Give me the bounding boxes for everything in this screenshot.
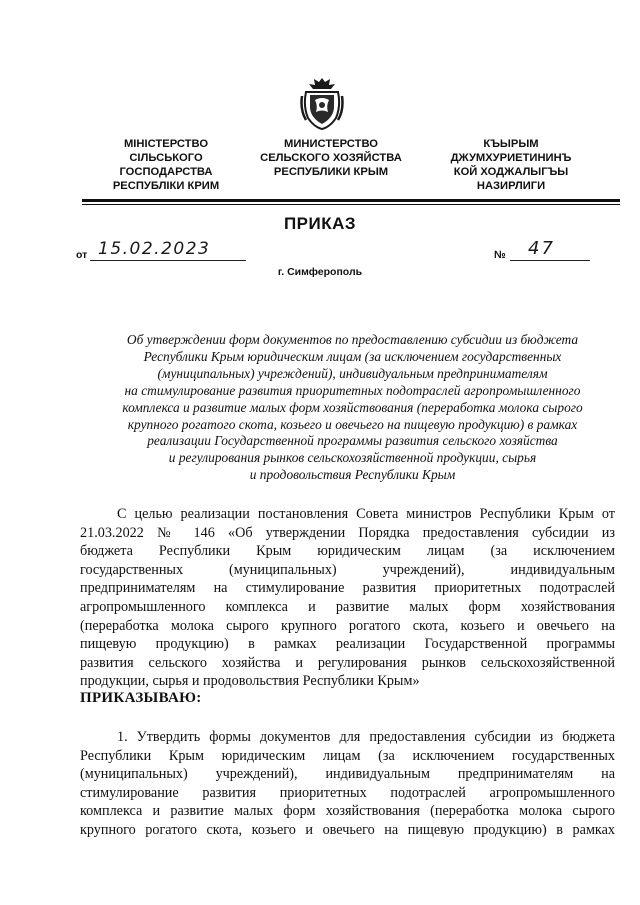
- date-prefix: от: [76, 249, 88, 261]
- paragraph-line: продукции, сырья и продовольствия Республики Крым»: [80, 673, 420, 690]
- number-underline: [510, 260, 590, 261]
- subject-line: Республики Крым юридическим лицам (за исключением государственных: [143, 348, 562, 364]
- paragraph-line: Республики Крым юридическим лицам (за исключением государственных: [80, 747, 615, 764]
- paragraph-line: стимулирование развития приоритетных подотраслей агропромышленного: [80, 784, 615, 801]
- handwritten-date: 15.02.2023: [98, 239, 211, 259]
- header-line: МИНИСТЕРСТВО: [284, 138, 378, 150]
- paragraph-line: предпринимателям на стимулирование развития приоритетных подотраслей: [80, 580, 615, 597]
- order-subject: [80, 332, 625, 484]
- coat-of-arms-emblem: [300, 76, 344, 130]
- order-directive-heading: ПРИКАЗЫВАЮ:: [80, 690, 202, 706]
- paragraph-line: развития сельского хозяйства и регулирования рынков сельскохозяйственной: [80, 654, 615, 671]
- preamble-paragraph: [80, 505, 615, 691]
- city-name: г. Симферополь: [277, 266, 363, 278]
- date-number-row: [76, 240, 621, 264]
- paragraph-line: (муниципальных) учреждений), индивидуальным предпринимателям на: [80, 766, 615, 783]
- header-line: РЕСПУБЛИКИ КРЫМ: [273, 166, 389, 178]
- paragraph-line: бюджета Республики Крым юридическим лицам (за исключением: [80, 543, 615, 560]
- header-line: ГОСПОДАРСТВА: [119, 166, 213, 178]
- header-line: СЕЛЬСКОГО ХОЗЯЙСТВА: [260, 152, 402, 164]
- ministry-name-ukrainian: [96, 137, 236, 193]
- subject-line: на стимулирование развития приоритетных подотраслей агропромышленного: [124, 382, 581, 398]
- subject-line: реализации Государственной программы развития сельского хозяйства: [147, 433, 558, 449]
- header-line: КЪЫРЫМ: [483, 138, 539, 150]
- header-divider-thin: [82, 204, 620, 205]
- paragraph-line: комплекса и развитие малых форм хозяйствования (переработка молока сырого: [80, 803, 615, 820]
- item-1-paragraph: [80, 728, 615, 840]
- header-line: ДЖУМХУРИЕТИНИНЪ: [450, 152, 572, 164]
- subject-line: и продовольствия Республики Крым: [249, 467, 456, 483]
- subject-line: Об утверждении форм документов по предоставлению субсидии из бюджета: [126, 332, 579, 347]
- number-prefix: №: [494, 249, 506, 261]
- paragraph-line: государственных (муниципальных) учреждений), индивидуальным: [80, 561, 615, 578]
- header-line: СІЛЬСЬКОГО: [129, 152, 203, 164]
- paragraph-line: пищевую продукцию) в рамках реализации Государственной программы: [80, 636, 615, 653]
- paragraph-line: 1. Утвердить формы документов для предоставления субсидии из бюджета: [117, 729, 615, 745]
- paragraph-line: крупного рогатого скота, козьего и овечьего на пищевую продукцию) в рамках: [80, 821, 615, 838]
- header-line: РЕСПУБЛІКИ КРИМ: [112, 180, 220, 192]
- subject-line: и регулирования рынков сельскохозяйственной продукции, сырья: [168, 450, 537, 466]
- header-line: НАЗИРЛИГИ: [476, 180, 546, 192]
- paragraph-line: (переработка молока сырого крупного рогатого скота, козьего и овечьего на: [80, 617, 615, 634]
- ministry-name-crimean-tatar: [426, 137, 596, 193]
- subject-line: комплекса и развитие малых форм хозяйствования (переработка молока сырого: [122, 399, 583, 415]
- document-title: ПРИКАЗ: [283, 214, 357, 233]
- subject-line: (муниципальных) учреждений), индивидуальным предпринимателям: [157, 365, 548, 381]
- date-underline: [90, 260, 246, 261]
- paragraph-line: С целью реализации постановления Совета министров Республики Крым от: [117, 506, 615, 522]
- handwritten-number: 47: [528, 238, 555, 259]
- subject-line: крупного рогатого скота, козьего и овечьего на пищевую продукцию) в рамках: [127, 416, 578, 432]
- paragraph-line: агропромышленного комплекса и развитие малых форм хозяйствования: [80, 598, 615, 615]
- header-divider-thick: [82, 199, 620, 202]
- paragraph-line: 21.03.2022 № 146 «Об утверждении Порядка предоставления субсидии из: [80, 524, 615, 541]
- ministry-name-russian: [246, 137, 416, 179]
- header-line: МІНІСТЕРСТВО: [123, 138, 209, 150]
- header-line: КОЙ ХОДЖАЛЫГЪЫ: [453, 166, 569, 178]
